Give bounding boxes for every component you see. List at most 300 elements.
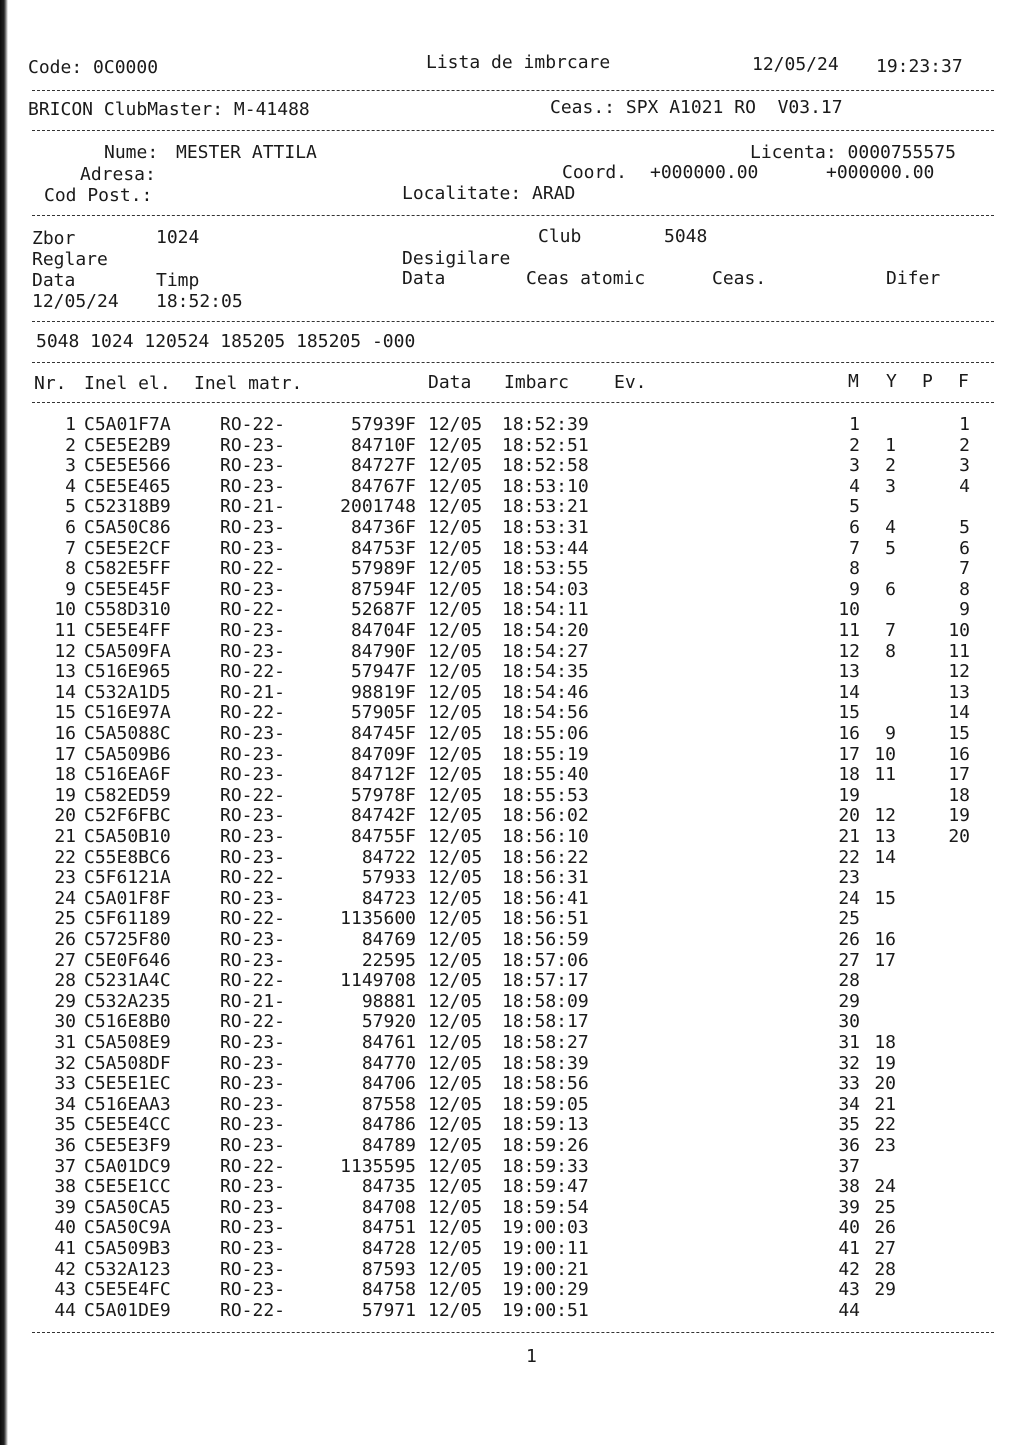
row-y: 1 [885, 434, 896, 456]
row-nr: 23 [54, 867, 76, 889]
col-ev: Ev. [614, 372, 647, 393]
row-ring-number: 57971 [361, 1299, 416, 1321]
row-inel-el: C5A50C86 [84, 517, 171, 538]
row-m: 16 [838, 723, 860, 744]
col-imbarc: Imbarc [504, 372, 570, 393]
row-time: 18:54:46 [502, 681, 589, 703]
row-nr: 16 [54, 723, 76, 744]
row-m: 23 [838, 867, 860, 889]
zbor-value: 1024 [156, 227, 200, 248]
row-ring-number: 84710F [350, 434, 416, 456]
row-date: 12/05 [428, 1011, 483, 1033]
row-ring-number: 98881 [361, 990, 416, 1012]
row-nr: 35 [54, 1114, 76, 1136]
row-time: 18:59:26 [502, 1135, 589, 1156]
row-ring-prefix: RO-23- [220, 826, 286, 847]
row-date: 12/05 [428, 1299, 483, 1321]
row-ring-prefix: RO-21- [220, 990, 286, 1012]
row-nr: 29 [54, 990, 76, 1012]
coord-x: +000000.00 [650, 162, 759, 183]
row-m: 36 [838, 1135, 860, 1156]
row-ring-prefix: RO-22- [220, 1299, 286, 1321]
row-date: 12/05 [428, 702, 483, 724]
row-date: 12/05 [428, 558, 483, 580]
row-time: 18:52:58 [502, 455, 589, 477]
row-m: 10 [838, 599, 860, 621]
row-date: 12/05 [428, 990, 483, 1012]
row-f: 19 [948, 805, 970, 827]
row-date: 12/05 [428, 887, 483, 909]
row-y: 14 [874, 846, 896, 868]
row-ring-number: 22595 [361, 949, 416, 971]
row-ring-prefix: RO-23- [220, 640, 286, 662]
row-y: 16 [874, 929, 896, 950]
row-time: 18:54:11 [502, 599, 589, 621]
row-nr: 8 [65, 558, 76, 580]
row-f: 8 [959, 578, 970, 600]
row-y: 27 [874, 1238, 896, 1259]
row-y: 24 [874, 1176, 896, 1198]
row-time: 18:59:47 [502, 1176, 589, 1198]
data-label: Data [32, 270, 76, 291]
row-ring-prefix: RO-22- [220, 661, 286, 683]
row-m: 29 [838, 990, 860, 1012]
row-ring-number: 84769 [361, 929, 416, 950]
row-date: 12/05 [428, 1258, 483, 1280]
clock-id: Ceas.: SPX A1021 RO V03.17 [550, 97, 843, 118]
row-ring-prefix: RO-23- [220, 1032, 286, 1053]
row-nr: 3 [65, 455, 76, 477]
row-ring-number: 57939F [350, 414, 416, 435]
row-time: 18:54:56 [502, 702, 589, 724]
row-inel-el: C558D310 [84, 599, 171, 621]
reglare-date: 12/05/24 [32, 291, 119, 312]
row-ring-number: 84709F [350, 743, 416, 765]
row-time: 18:55:06 [502, 723, 589, 744]
separator [32, 90, 994, 91]
clubmaster-id: BRICON ClubMaster: M-41488 [28, 99, 310, 120]
row-y: 29 [874, 1279, 896, 1301]
row-f: 16 [948, 743, 970, 765]
row-ring-prefix: RO-23- [220, 949, 286, 971]
row-date: 12/05 [428, 599, 483, 621]
row-date: 12/05 [428, 1135, 483, 1156]
row-nr: 32 [54, 1052, 76, 1074]
row-f: 15 [948, 723, 970, 744]
row-ring-number: 84758 [361, 1279, 416, 1301]
row-inel-el: C5A01DC9 [84, 1155, 171, 1177]
row-m: 26 [838, 929, 860, 950]
row-inel-el: C5A50CA5 [84, 1196, 171, 1218]
row-y: 26 [874, 1217, 896, 1239]
separator [32, 130, 994, 131]
row-nr: 15 [54, 702, 76, 724]
row-nr: 27 [54, 949, 76, 971]
row-nr: 24 [54, 887, 76, 909]
row-m: 32 [838, 1052, 860, 1074]
row-time: 18:53:21 [502, 496, 589, 518]
row-date: 12/05 [428, 970, 483, 992]
row-nr: 30 [54, 1011, 76, 1033]
row-ring-number: 84728 [361, 1238, 416, 1259]
code-label: Code: 0C0000 [28, 57, 159, 78]
fancier-name: MESTER ATTILA [176, 142, 317, 163]
row-time: 18:59:13 [502, 1114, 589, 1136]
row-time: 18:59:54 [502, 1196, 589, 1218]
cod-post-label: Cod Post.: [44, 185, 153, 206]
row-ring-prefix: RO-22- [220, 784, 286, 806]
row-ring-number: 52687F [350, 599, 416, 621]
row-date: 12/05 [428, 537, 483, 559]
row-inel-el: C5A509FA [84, 640, 171, 662]
row-nr: 43 [54, 1279, 76, 1301]
row-y: 21 [874, 1093, 896, 1115]
row-time: 18:56:22 [502, 846, 589, 868]
row-inel-el: C5A509B3 [84, 1238, 171, 1259]
row-inel-el: C55E8BC6 [84, 846, 171, 868]
separator [32, 215, 994, 216]
col-y: Y [886, 371, 897, 392]
row-time: 18:56:41 [502, 887, 589, 909]
scan-edge-shadow [0, 0, 8, 1445]
row-f: 10 [948, 620, 970, 641]
locality: Localitate: ARAD [402, 183, 576, 204]
row-m: 41 [838, 1238, 860, 1259]
row-inel-el: C582E5FF [84, 558, 171, 580]
row-y: 7 [885, 620, 896, 641]
row-nr: 21 [54, 826, 76, 847]
row-y: 9 [885, 723, 896, 744]
row-time: 18:58:56 [502, 1073, 589, 1095]
row-m: 22 [838, 846, 860, 868]
row-y: 19 [874, 1052, 896, 1074]
row-time: 18:52:51 [502, 434, 589, 456]
row-inel-el: C5A01DE9 [84, 1299, 171, 1321]
row-nr: 14 [54, 681, 76, 703]
row-nr: 37 [54, 1155, 76, 1177]
row-ring-number: 87593 [361, 1258, 416, 1280]
row-ring-number: 84708 [361, 1196, 416, 1218]
row-ring-prefix: RO-23- [220, 475, 286, 497]
row-time: 18:55:53 [502, 784, 589, 806]
row-m: 15 [838, 702, 860, 724]
row-ring-number: 84751 [361, 1217, 416, 1239]
row-time: 18:55:40 [502, 764, 589, 786]
row-date: 12/05 [428, 805, 483, 827]
row-m: 37 [838, 1155, 860, 1177]
row-inel-el: C5E5E3F9 [84, 1135, 171, 1156]
row-nr: 33 [54, 1073, 76, 1095]
row-nr: 20 [54, 805, 76, 827]
row-ring-prefix: RO-22- [220, 414, 286, 435]
print-date: 12/05/24 [752, 54, 839, 75]
row-time: 18:54:35 [502, 661, 589, 683]
row-ring-number: 87558 [361, 1093, 416, 1115]
row-ring-prefix: RO-23- [220, 1114, 286, 1136]
row-f: 12 [948, 661, 970, 683]
row-inel-el: C5E5E45F [84, 578, 171, 600]
row-ring-number: 84755F [350, 826, 416, 847]
row-ring-number: 84706 [361, 1073, 416, 1095]
row-y: 22 [874, 1114, 896, 1136]
row-nr: 1 [65, 414, 76, 435]
row-ring-prefix: RO-23- [220, 620, 286, 641]
desigilare-label: Desigilare [402, 248, 511, 269]
row-time: 18:56:10 [502, 826, 589, 847]
row-ring-number: 1149708 [340, 970, 416, 992]
row-nr: 26 [54, 929, 76, 950]
row-inel-el: C5A508E9 [84, 1032, 171, 1053]
row-ring-number: 84753F [350, 537, 416, 559]
row-nr: 28 [54, 970, 76, 992]
row-inel-el: C5E5E1CC [84, 1176, 171, 1198]
row-ring-number: 57933 [361, 867, 416, 889]
row-nr: 6 [65, 517, 76, 538]
row-ring-number: 84712F [350, 764, 416, 786]
row-ring-prefix: RO-23- [220, 455, 286, 477]
row-date: 12/05 [428, 475, 483, 497]
row-date: 12/05 [428, 784, 483, 806]
row-y: 2 [885, 455, 896, 477]
row-ring-number: 84736F [350, 517, 416, 538]
row-m: 8 [849, 558, 860, 580]
row-ring-prefix: RO-23- [220, 887, 286, 909]
desigilare-data-label: Data [402, 268, 446, 289]
row-time: 18:59:33 [502, 1155, 589, 1177]
row-time: 19:00:11 [502, 1238, 589, 1259]
row-date: 12/05 [428, 743, 483, 765]
row-date: 12/05 [428, 496, 483, 518]
row-ring-prefix: RO-23- [220, 846, 286, 868]
row-inel-el: C532A235 [84, 990, 171, 1012]
row-time: 18:58:39 [502, 1052, 589, 1074]
row-y: 12 [874, 805, 896, 827]
ceas-atomic-label: Ceas atomic [526, 268, 646, 289]
separator [32, 1332, 994, 1333]
row-time: 18:58:09 [502, 990, 589, 1012]
row-m: 19 [838, 784, 860, 806]
row-ring-prefix: RO-23- [220, 517, 286, 538]
row-ring-number: 2001748 [340, 496, 416, 518]
row-ring-number: 57978F [350, 784, 416, 806]
reglare-time: 18:52:05 [156, 291, 243, 312]
row-time: 18:57:17 [502, 970, 589, 992]
row-ring-number: 98819F [350, 681, 416, 703]
row-inel-el: C5E5E2CF [84, 537, 171, 559]
row-m: 5 [849, 496, 860, 518]
row-m: 11 [838, 620, 860, 641]
row-inel-el: C516E8B0 [84, 1011, 171, 1033]
row-m: 44 [838, 1299, 860, 1321]
row-date: 12/05 [428, 764, 483, 786]
row-y: 10 [874, 743, 896, 765]
row-ring-prefix: RO-21- [220, 496, 286, 518]
row-y: 18 [874, 1032, 896, 1053]
coord-y: +000000.00 [826, 162, 935, 183]
row-date: 12/05 [428, 949, 483, 971]
row-date: 12/05 [428, 1155, 483, 1177]
row-f: 4 [959, 475, 970, 497]
row-nr: 9 [65, 578, 76, 600]
row-ring-prefix: RO-23- [220, 1238, 286, 1259]
row-ring-number: 84789 [361, 1135, 416, 1156]
row-date: 12/05 [428, 681, 483, 703]
row-m: 28 [838, 970, 860, 992]
row-inel-el: C5E5E2B9 [84, 434, 171, 456]
row-f: 17 [948, 764, 970, 786]
row-nr: 44 [54, 1299, 76, 1321]
row-nr: 42 [54, 1258, 76, 1280]
row-time: 18:56:31 [502, 867, 589, 889]
row-nr: 31 [54, 1032, 76, 1053]
row-ring-number: 84790F [350, 640, 416, 662]
row-ring-number: 84761 [361, 1032, 416, 1053]
row-ring-prefix: RO-22- [220, 908, 286, 930]
row-nr: 41 [54, 1238, 76, 1259]
row-time: 18:56:02 [502, 805, 589, 827]
row-m: 42 [838, 1258, 860, 1280]
row-ring-prefix: RO-22- [220, 558, 286, 580]
row-ring-number: 57905F [350, 702, 416, 724]
row-ring-prefix: RO-23- [220, 723, 286, 744]
row-time: 18:52:39 [502, 414, 589, 435]
row-ring-number: 57989F [350, 558, 416, 580]
row-inel-el: C5F61189 [84, 908, 171, 930]
summary-line: 5048 1024 120524 185205 185205 -000 [36, 331, 416, 352]
row-date: 12/05 [428, 661, 483, 683]
row-ring-prefix: RO-23- [220, 929, 286, 950]
row-date: 12/05 [428, 1032, 483, 1053]
row-date: 12/05 [428, 620, 483, 641]
separator [32, 402, 994, 403]
col-data: Data [428, 372, 472, 393]
row-inel-el: C532A1D5 [84, 681, 171, 703]
row-time: 18:58:17 [502, 1011, 589, 1033]
row-time: 18:53:44 [502, 537, 589, 559]
timp-label: Timp [156, 270, 200, 291]
col-inel-el: Inel el. [84, 373, 171, 394]
row-date: 12/05 [428, 867, 483, 889]
row-nr: 5 [65, 496, 76, 518]
row-nr: 12 [54, 640, 76, 662]
row-m: 18 [838, 764, 860, 786]
row-ring-prefix: RO-23- [220, 1052, 286, 1074]
row-ring-number: 57947F [350, 661, 416, 683]
row-inel-el: C516E97A [84, 702, 171, 724]
separator [32, 362, 994, 363]
row-nr: 19 [54, 784, 76, 806]
club-label: Club [538, 226, 582, 247]
row-time: 19:00:21 [502, 1258, 589, 1280]
row-f: 1 [959, 414, 970, 435]
row-ring-prefix: RO-22- [220, 702, 286, 724]
row-ring-number: 84735 [361, 1176, 416, 1198]
row-ring-prefix: RO-23- [220, 743, 286, 765]
row-y: 4 [885, 517, 896, 538]
row-y: 15 [874, 887, 896, 909]
row-m: 1 [849, 414, 860, 435]
row-ring-prefix: RO-23- [220, 1258, 286, 1280]
row-y: 28 [874, 1258, 896, 1280]
zbor-label: Zbor [32, 228, 76, 249]
row-m: 25 [838, 908, 860, 930]
row-ring-number: 84704F [350, 620, 416, 641]
row-inel-el: C532A123 [84, 1258, 171, 1280]
row-ring-prefix: RO-22- [220, 1155, 286, 1177]
nume-label: Nume: [104, 142, 159, 163]
row-date: 12/05 [428, 1176, 483, 1198]
row-inel-el: C5E5E4FF [84, 620, 171, 641]
coord-label: Coord. [562, 162, 628, 183]
row-date: 12/05 [428, 640, 483, 662]
row-ring-prefix: RO-23- [220, 805, 286, 827]
row-ring-prefix: RO-22- [220, 867, 286, 889]
row-inel-el: C5A01F8F [84, 887, 171, 909]
row-time: 18:57:06 [502, 949, 589, 971]
row-date: 12/05 [428, 723, 483, 744]
row-time: 18:53:10 [502, 475, 589, 497]
row-nr: 4 [65, 475, 76, 497]
row-y: 3 [885, 475, 896, 497]
row-ring-prefix: RO-23- [220, 1176, 286, 1198]
row-ring-number: 84770 [361, 1052, 416, 1074]
row-date: 12/05 [428, 929, 483, 950]
row-y: 20 [874, 1073, 896, 1095]
row-y: 6 [885, 578, 896, 600]
row-m: 38 [838, 1176, 860, 1198]
row-date: 12/05 [428, 414, 483, 435]
row-ring-number: 84786 [361, 1114, 416, 1136]
row-inel-el: C5A50B10 [84, 826, 171, 847]
row-date: 12/05 [428, 1114, 483, 1136]
row-ring-prefix: RO-23- [220, 1217, 286, 1239]
row-ring-prefix: RO-22- [220, 1011, 286, 1033]
row-inel-el: C5E0F646 [84, 949, 171, 971]
row-m: 35 [838, 1114, 860, 1136]
row-m: 30 [838, 1011, 860, 1033]
row-ring-prefix: RO-23- [220, 434, 286, 456]
row-date: 12/05 [428, 908, 483, 930]
row-time: 18:54:03 [502, 578, 589, 600]
row-m: 39 [838, 1196, 860, 1218]
row-inel-el: C5A5088C [84, 723, 171, 744]
row-f: 5 [959, 517, 970, 538]
col-m: M [848, 371, 859, 392]
row-nr: 36 [54, 1135, 76, 1156]
row-ring-number: 84723 [361, 887, 416, 909]
page-number: 1 [526, 1346, 537, 1367]
row-ring-number: 84727F [350, 455, 416, 477]
col-nr: Nr. [34, 373, 67, 394]
col-p: P [922, 371, 933, 392]
row-f: 6 [959, 537, 970, 559]
licence-number: Licenta: 0000755575 [750, 142, 956, 163]
col-inel-matr: Inel matr. [194, 373, 303, 394]
row-ring-prefix: RO-23- [220, 1279, 286, 1301]
col-f: F [958, 371, 969, 392]
row-ring-prefix: RO-23- [220, 578, 286, 600]
row-f: 9 [959, 599, 970, 621]
row-nr: 7 [65, 537, 76, 559]
row-nr: 22 [54, 846, 76, 868]
row-time: 19:00:51 [502, 1299, 589, 1321]
row-m: 34 [838, 1093, 860, 1115]
row-y: 5 [885, 537, 896, 559]
row-m: 13 [838, 661, 860, 683]
row-nr: 2 [65, 434, 76, 456]
row-f: 18 [948, 784, 970, 806]
row-date: 12/05 [428, 455, 483, 477]
